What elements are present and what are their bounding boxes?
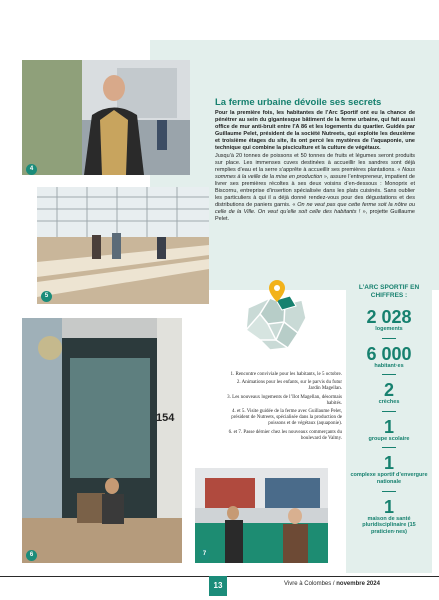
stat-label: crèches [378, 399, 400, 406]
stat-value: 1 [383, 416, 394, 437]
photo-number-7: 7 [199, 549, 210, 560]
stat-residents [346, 345, 432, 376]
caption-item: 1. Rencontre conviviale pour les habitants, le 5 octobre. [230, 372, 342, 377]
stat-value: 2 [383, 380, 394, 401]
stat-separator [382, 491, 396, 492]
photo-number-4: 4 [26, 164, 37, 175]
article-body [215, 110, 415, 224]
article-lead-bold: Pour la première fois, les habitantes de l’Arc Sportif ont eu la chance de pénétrer au sein du gigantesque bâtiment de la ferme urbaine, qui fait aussi office de mur anti-bruit entre l’A 86 et les logements du quartier. Guidés par Guillaume Pelet, président de la société Nutreets, qui exploite les deuxième et troisième étages du site, ils ont percé les mystères de l’aquaponie, une technique qui combine la pisciculture et la culture de végétaux. [215, 110, 415, 152]
stat-label: logements [375, 326, 403, 332]
stat-value: 6 000 [366, 343, 412, 364]
article-title: La ferme urbaine dévoile ses secrets [215, 97, 382, 108]
stat-label: complexe sportif d’envergure nationale [350, 472, 428, 485]
stat-value: 1 [383, 496, 394, 517]
article-text-c: », projette Guillaume Pelet. [215, 209, 415, 223]
map-pin-icon [270, 280, 286, 302]
stat-separator [382, 338, 396, 339]
caption-item: 3. Les nouveaux logements de l’Ilot Magellan, désormais habités. [227, 394, 342, 406]
stat-value: 2 028 [366, 307, 412, 327]
storefront-number: 154 [156, 412, 175, 424]
stat-school [346, 418, 432, 449]
footer-magazine-issue [284, 581, 380, 587]
photo-storefront-art [22, 318, 182, 563]
caption-item: 2. Animations pour les enfants, sur le parvis du futur Jardin Magellan. [236, 380, 342, 392]
photo-number-5: 5 [41, 291, 52, 302]
footer-magazine: Vivre à Colombes / [284, 581, 337, 587]
article-paragraph-2 [215, 153, 415, 224]
photo-shop-interior-art [195, 468, 328, 563]
footer-issue: novembre 2024 [336, 581, 380, 587]
caption-item: 6. et 7. Passe dérnier chez les nouveaux commerçants du boulevard de Valmy. [228, 429, 342, 441]
photo-greenhouse-art [37, 187, 209, 304]
article-text-a: Jusqu’à 20 tonnes de poissons et 50 tonnes de fruits et légumes seront produits sur place. Les immenses cuves destinées à accueillir les sandres sont déjà remplies d’eau et la serre s’apprête à accueillir ses premières plantations. « [215, 152, 415, 173]
stat-sports-complex [346, 454, 432, 491]
photo-storefront [22, 318, 182, 563]
photo-number-6: 6 [26, 550, 37, 561]
stat-nurseries [346, 381, 432, 412]
stat-housing [346, 308, 432, 339]
caption-item: 4. et 5. Visite guidée de la ferme avec Guillaume Pelet, président de Nutreets, spécialisée dans la production de poissons et de végétaux (aquaponie). [231, 409, 342, 427]
stats-heading: L’ARC SPORTIF EN CHIFFRES : [358, 284, 420, 299]
photo-captions [224, 372, 342, 444]
stat-value: 1 [383, 453, 394, 474]
stat-health-center [346, 498, 432, 536]
stat-separator [382, 374, 396, 375]
photo-guide-portrait [22, 60, 190, 175]
photo-guide-portrait-art [22, 60, 190, 175]
stats-panel [346, 278, 432, 573]
stat-label: habitant·es [374, 362, 404, 369]
article-paragraph-1 [215, 110, 415, 153]
article-text-b: », assure l’entrepreneur, impatient de livrer ses premières récoltes à ses deux voisins d’en-dessous : Monoprix et Biscornu, entreprise d’insertion spécialisée dans les plats cuisinés. Sans oublier les particuliers à qui il a déjà donné rendez-vous pour des dégustations et des distributions de paniers garnis. « [215, 173, 415, 209]
article-quote-2: On ne veut pas que cette ferme soit la nôtre ou celle de la Ville. On veut qu’elle soit celle des habitants ! [215, 202, 416, 216]
stat-label: maison de santé pluridisciplinaire (15 praticien·nes) [362, 515, 416, 535]
top-margin [0, 0, 439, 40]
stat-separator [382, 411, 396, 412]
stat-separator [382, 447, 396, 448]
stat-label: groupe scolaire [368, 435, 410, 442]
photo-greenhouse [37, 187, 209, 304]
page-number: 13 [209, 576, 227, 596]
article-quote-1: Nous sommes à la veille de la mise en production [215, 166, 415, 180]
photo-shop-interior [195, 468, 328, 563]
